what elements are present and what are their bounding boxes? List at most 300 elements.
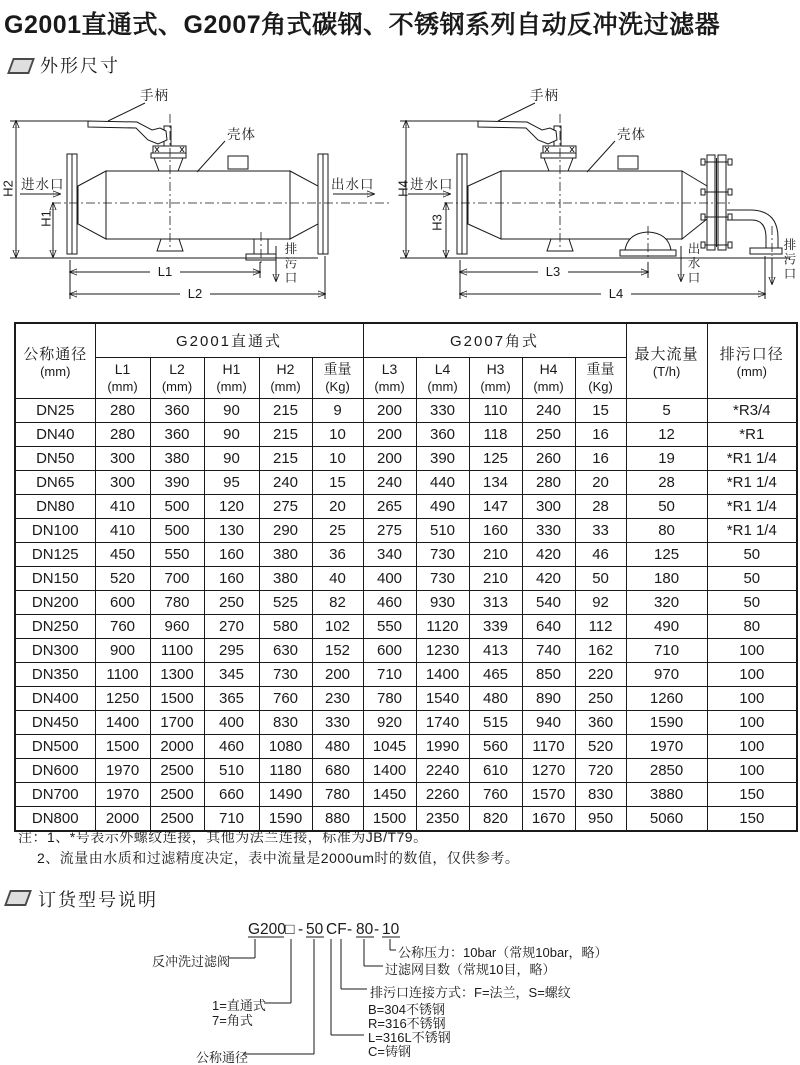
dim-column-header: L3 (mm) xyxy=(363,358,416,399)
model-label-type-straight: 1=直通式 xyxy=(212,998,266,1013)
value-cell: 1970 xyxy=(626,735,707,759)
value-cell: 152 xyxy=(312,639,363,663)
dn-column-header: 公称通径 (mm) xyxy=(15,323,95,399)
value-cell: 560 xyxy=(469,735,522,759)
value-cell: 1540 xyxy=(416,687,469,711)
value-cell: 1400 xyxy=(416,663,469,687)
value-cell: 215 xyxy=(259,423,312,447)
value-cell: 1570 xyxy=(522,783,575,807)
handle xyxy=(478,121,557,144)
code-series: G200 xyxy=(248,921,286,938)
value-cell: 890 xyxy=(522,687,575,711)
value-cell: 5 xyxy=(626,399,707,423)
value-cell: 100 xyxy=(707,663,797,687)
note-line-2: 2、流量由水质和过滤精度决定，表中流量是2000um时的数值，仅供参考。 xyxy=(37,850,520,866)
section-heading-ordering: 订货型号说明 xyxy=(38,890,158,910)
dn-cell: DN150 xyxy=(15,567,95,591)
dim-column-header: H2 (mm) xyxy=(259,358,312,399)
value-cell: 300 xyxy=(95,471,150,495)
value-cell: 28 xyxy=(575,495,626,519)
value-cell: 10 xyxy=(312,447,363,471)
code-dn: 50 xyxy=(306,921,324,938)
dn-cell: DN350 xyxy=(15,663,95,687)
value-cell: 300 xyxy=(522,495,575,519)
value-cell: 20 xyxy=(312,495,363,519)
value-cell: 1250 xyxy=(95,687,150,711)
value-cell: 46 xyxy=(575,543,626,567)
dn-cell: DN25 xyxy=(15,399,95,423)
value-cell: 250 xyxy=(575,687,626,711)
value-cell: 950 xyxy=(575,807,626,832)
shell-label: 壳体 xyxy=(617,127,646,142)
dn-cell: DN50 xyxy=(15,447,95,471)
value-cell: 1970 xyxy=(95,759,150,783)
value-cell: 640 xyxy=(522,615,575,639)
value-cell: 460 xyxy=(363,591,416,615)
value-cell: 160 xyxy=(204,543,259,567)
table-row xyxy=(15,447,797,471)
value-cell: 240 xyxy=(259,471,312,495)
value-cell: 330 xyxy=(416,399,469,423)
table-row xyxy=(15,567,797,591)
value-cell: 600 xyxy=(363,639,416,663)
left-drawing xyxy=(10,87,390,301)
value-cell: 610 xyxy=(469,759,522,783)
value-cell: *R1 1/4 xyxy=(707,519,797,543)
value-cell: 270 xyxy=(204,615,259,639)
value-cell: 50 xyxy=(575,567,626,591)
value-cell: 2000 xyxy=(150,735,204,759)
section-marker-icon xyxy=(4,890,32,906)
valve-actuator xyxy=(478,121,576,171)
table-row xyxy=(15,519,797,543)
value-cell: 710 xyxy=(363,663,416,687)
value-cell: 500 xyxy=(150,495,204,519)
value-cell: 210 xyxy=(469,543,522,567)
table-row xyxy=(15,423,797,447)
value-cell: 780 xyxy=(150,591,204,615)
value-cell: 16 xyxy=(575,447,626,471)
value-cell: 1700 xyxy=(150,711,204,735)
material-316: R=316不锈钢 xyxy=(368,1016,446,1031)
valve-actuator xyxy=(88,121,186,171)
table-row xyxy=(15,687,797,711)
value-cell: 33 xyxy=(575,519,626,543)
table-row xyxy=(15,399,797,423)
value-cell: 150 xyxy=(707,783,797,807)
section-marker-icon xyxy=(7,58,35,74)
value-cell: 250 xyxy=(522,423,575,447)
value-cell: 730 xyxy=(259,663,312,687)
value-cell: 2260 xyxy=(416,783,469,807)
dn-cell: DN125 xyxy=(15,543,95,567)
code-mesh: 80 xyxy=(356,921,374,938)
value-cell: 12 xyxy=(626,423,707,447)
value-cell: 2500 xyxy=(150,783,204,807)
table-row xyxy=(15,783,797,807)
value-cell: 25 xyxy=(312,519,363,543)
value-cell: 160 xyxy=(204,567,259,591)
value-cell: 730 xyxy=(416,543,469,567)
value-cell: 180 xyxy=(626,567,707,591)
value-cell: *R3/4 xyxy=(707,399,797,423)
value-cell: 465 xyxy=(469,663,522,687)
value-cell: 102 xyxy=(312,615,363,639)
value-cell: 410 xyxy=(95,519,150,543)
value-cell: 920 xyxy=(363,711,416,735)
value-cell: 250 xyxy=(204,591,259,615)
value-cell: 1270 xyxy=(522,759,575,783)
value-cell: 100 xyxy=(707,639,797,663)
value-cell: 240 xyxy=(363,471,416,495)
value-cell: 10 xyxy=(312,423,363,447)
table-row xyxy=(15,615,797,639)
value-cell: 700 xyxy=(150,567,204,591)
svg-text:-: - xyxy=(374,921,380,938)
svg-text:-: - xyxy=(298,921,304,938)
value-cell: 520 xyxy=(95,567,150,591)
value-cell: 940 xyxy=(522,711,575,735)
value-cell: 280 xyxy=(95,423,150,447)
value-cell: 1045 xyxy=(363,735,416,759)
drain-column-header: 排污口径 (mm) xyxy=(707,323,797,399)
value-cell: 360 xyxy=(575,711,626,735)
dn-cell: DN400 xyxy=(15,687,95,711)
dim-h1-label: H1 xyxy=(38,210,54,227)
value-cell: 215 xyxy=(259,447,312,471)
dn-cell: DN65 xyxy=(15,471,95,495)
value-cell: 2240 xyxy=(416,759,469,783)
value-cell: *R1 1/4 xyxy=(707,447,797,471)
value-cell: 15 xyxy=(312,471,363,495)
value-cell: 50 xyxy=(707,567,797,591)
table-row xyxy=(15,471,797,495)
value-cell: 19 xyxy=(626,447,707,471)
value-cell: 82 xyxy=(312,591,363,615)
value-cell: 360 xyxy=(416,423,469,447)
value-cell: 50 xyxy=(707,543,797,567)
dim-column-header: H3 (mm) xyxy=(469,358,522,399)
dn-cell: DN250 xyxy=(15,615,95,639)
drain-elbow xyxy=(727,210,782,254)
dn-cell: DN200 xyxy=(15,591,95,615)
table-row xyxy=(15,543,797,567)
table-row xyxy=(15,759,797,783)
value-cell: 420 xyxy=(522,567,575,591)
svg-text:-: - xyxy=(347,921,353,938)
value-cell: 1740 xyxy=(416,711,469,735)
value-cell: 280 xyxy=(522,471,575,495)
value-cell: 365 xyxy=(204,687,259,711)
table-row xyxy=(15,495,797,519)
value-cell: 50 xyxy=(626,495,707,519)
value-cell: 410 xyxy=(95,495,150,519)
dn-cell: DN700 xyxy=(15,783,95,807)
value-cell: 330 xyxy=(522,519,575,543)
value-cell: 880 xyxy=(312,807,363,832)
value-cell: 2500 xyxy=(150,807,204,832)
value-cell: 200 xyxy=(363,423,416,447)
value-cell: 720 xyxy=(575,759,626,783)
handle-label: 手柄 xyxy=(530,88,559,103)
value-cell: 92 xyxy=(575,591,626,615)
value-cell: 1100 xyxy=(150,639,204,663)
value-cell: 130 xyxy=(204,519,259,543)
value-cell: 1120 xyxy=(416,615,469,639)
value-cell: 380 xyxy=(259,543,312,567)
value-cell: 413 xyxy=(469,639,522,663)
value-cell: 112 xyxy=(575,615,626,639)
value-cell: 90 xyxy=(204,447,259,471)
value-cell: 295 xyxy=(204,639,259,663)
value-cell: 200 xyxy=(312,663,363,687)
material-304: B=304不锈钢 xyxy=(368,1002,445,1017)
value-cell: 930 xyxy=(416,591,469,615)
value-cell: 780 xyxy=(363,687,416,711)
value-cell: 1170 xyxy=(522,735,575,759)
value-cell: 100 xyxy=(707,735,797,759)
value-cell: 1590 xyxy=(259,807,312,832)
value-cell: 345 xyxy=(204,663,259,687)
value-cell: 1230 xyxy=(416,639,469,663)
value-cell: 150 xyxy=(707,807,797,832)
value-cell: 220 xyxy=(575,663,626,687)
value-cell: 1300 xyxy=(150,663,204,687)
value-cell: 1500 xyxy=(150,687,204,711)
code-pressure: 10 xyxy=(382,921,400,938)
model-label-dn: 公称通径 xyxy=(196,1050,249,1065)
value-cell: 1100 xyxy=(95,663,150,687)
value-cell: 100 xyxy=(707,759,797,783)
value-cell: 480 xyxy=(469,687,522,711)
right-drawing xyxy=(400,87,790,301)
value-cell: 90 xyxy=(204,423,259,447)
value-cell: 1970 xyxy=(95,783,150,807)
value-cell: 5060 xyxy=(626,807,707,832)
handle-label: 手柄 xyxy=(140,88,169,103)
value-cell: 710 xyxy=(626,639,707,663)
value-cell: 515 xyxy=(469,711,522,735)
table-row xyxy=(15,735,797,759)
value-cell: 1590 xyxy=(626,711,707,735)
value-cell: 1670 xyxy=(522,807,575,832)
value-cell: 400 xyxy=(204,711,259,735)
value-cell: 125 xyxy=(469,447,522,471)
flow-column-header: 最大流量 (T/h) xyxy=(626,323,707,399)
dim-h3-label: H3 xyxy=(429,214,445,231)
dim-column-header: L2 (mm) xyxy=(150,358,204,399)
value-cell: 125 xyxy=(626,543,707,567)
drain-label: 排污口 xyxy=(782,238,796,282)
dn-cell: DN300 xyxy=(15,639,95,663)
value-cell: 2500 xyxy=(150,759,204,783)
value-cell: 510 xyxy=(204,759,259,783)
value-cell: 460 xyxy=(204,735,259,759)
value-cell: 380 xyxy=(150,447,204,471)
value-cell: 760 xyxy=(259,687,312,711)
value-cell: 95 xyxy=(204,471,259,495)
vessel-body xyxy=(67,154,328,254)
value-cell: 210 xyxy=(469,567,522,591)
value-cell: 2350 xyxy=(416,807,469,832)
dim-column-header: 重量 (Kg) xyxy=(312,358,363,399)
value-cell: 450 xyxy=(95,543,150,567)
model-label-drain-connection: 排污口连接方式：F=法兰，S=螺纹 xyxy=(370,985,571,1000)
value-cell: 490 xyxy=(416,495,469,519)
value-cell: 339 xyxy=(469,615,522,639)
value-cell: 20 xyxy=(575,471,626,495)
value-cell: 660 xyxy=(204,783,259,807)
dn-cell: DN40 xyxy=(15,423,95,447)
dim-column-header: L4 (mm) xyxy=(416,358,469,399)
material-316l: L=316L不锈钢 xyxy=(368,1030,451,1045)
dim-h2-label: H2 xyxy=(0,180,16,197)
value-cell: 2000 xyxy=(95,807,150,832)
dim-h4-label: H4 xyxy=(395,180,411,197)
value-cell: 1990 xyxy=(416,735,469,759)
value-cell: 1260 xyxy=(626,687,707,711)
value-cell: 240 xyxy=(522,399,575,423)
shell-label: 壳体 xyxy=(227,127,256,142)
vessel-body xyxy=(457,154,707,254)
value-cell: 260 xyxy=(522,447,575,471)
value-cell: 600 xyxy=(95,591,150,615)
value-cell: 160 xyxy=(469,519,522,543)
page-title: G2001直通式、G2007角式碳钢、不锈钢系列自动反冲洗过滤器 xyxy=(4,11,721,39)
value-cell: 550 xyxy=(150,543,204,567)
value-cell: 360 xyxy=(150,399,204,423)
value-cell: 850 xyxy=(522,663,575,687)
code-material-conn: CF xyxy=(326,921,347,938)
value-cell: 1500 xyxy=(95,735,150,759)
value-cell: 490 xyxy=(626,615,707,639)
value-cell: 200 xyxy=(363,399,416,423)
value-cell: 162 xyxy=(575,639,626,663)
value-cell: 2850 xyxy=(626,759,707,783)
table-row xyxy=(15,591,797,615)
model-code xyxy=(248,921,400,938)
value-cell: 820 xyxy=(469,807,522,832)
value-cell: 1450 xyxy=(363,783,416,807)
nameplate xyxy=(228,156,248,169)
handle xyxy=(88,121,167,144)
value-cell: 80 xyxy=(626,519,707,543)
value-cell: 680 xyxy=(312,759,363,783)
value-cell: 580 xyxy=(259,615,312,639)
value-cell: 440 xyxy=(416,471,469,495)
model-label-materials xyxy=(368,1003,451,1059)
value-cell: 313 xyxy=(469,591,522,615)
dn-cell: DN80 xyxy=(15,495,95,519)
value-cell: 9 xyxy=(312,399,363,423)
inlet-label: 进水口 xyxy=(21,177,65,192)
value-cell: 525 xyxy=(259,591,312,615)
value-cell: 265 xyxy=(363,495,416,519)
material-cast-steel: C=铸钢 xyxy=(368,1044,411,1059)
value-cell: 1500 xyxy=(363,807,416,832)
value-cell: *R1 xyxy=(707,423,797,447)
dn-cell: DN100 xyxy=(15,519,95,543)
dim-l4-label: L4 xyxy=(608,286,624,301)
dn-cell: DN450 xyxy=(15,711,95,735)
value-cell: 120 xyxy=(204,495,259,519)
value-cell: 780 xyxy=(312,783,363,807)
table-row xyxy=(15,639,797,663)
value-cell: 300 xyxy=(95,447,150,471)
value-cell: 36 xyxy=(312,543,363,567)
value-cell: 970 xyxy=(626,663,707,687)
value-cell: 420 xyxy=(522,543,575,567)
dn-cell: DN800 xyxy=(15,807,95,832)
value-cell: 1400 xyxy=(95,711,150,735)
value-cell: 50 xyxy=(707,591,797,615)
dim-column-header: 重量 (Kg) xyxy=(575,358,626,399)
nameplate xyxy=(618,156,638,169)
value-cell: 390 xyxy=(150,471,204,495)
inlet-label: 进水口 xyxy=(410,177,454,192)
section-heading-dimensions: 外形尺寸 xyxy=(40,56,120,76)
value-cell: 340 xyxy=(363,543,416,567)
value-cell: *R1 1/4 xyxy=(707,471,797,495)
value-cell: 15 xyxy=(575,399,626,423)
value-cell: 147 xyxy=(469,495,522,519)
value-cell: 280 xyxy=(95,399,150,423)
value-cell: 100 xyxy=(707,687,797,711)
value-cell: 550 xyxy=(363,615,416,639)
code-type-box: □ xyxy=(285,921,295,938)
value-cell: 275 xyxy=(259,495,312,519)
dim-column-header: H1 (mm) xyxy=(204,358,259,399)
value-cell: 90 xyxy=(204,399,259,423)
value-cell: 290 xyxy=(259,519,312,543)
group1-header: G2001直通式 xyxy=(95,323,363,358)
drain-label: 排污口 xyxy=(283,242,297,286)
value-cell: 1180 xyxy=(259,759,312,783)
dimensions-table xyxy=(14,322,798,832)
value-cell: 1490 xyxy=(259,783,312,807)
value-cell: 900 xyxy=(95,639,150,663)
value-cell: 110 xyxy=(469,399,522,423)
value-cell: 16 xyxy=(575,423,626,447)
value-cell: 400 xyxy=(363,567,416,591)
value-cell: 480 xyxy=(312,735,363,759)
value-cell: 3880 xyxy=(626,783,707,807)
value-cell: 760 xyxy=(469,783,522,807)
value-cell: 320 xyxy=(626,591,707,615)
table-row xyxy=(15,663,797,687)
value-cell: 230 xyxy=(312,687,363,711)
outlet-label: 出水口 xyxy=(331,177,375,192)
dn-cell: DN500 xyxy=(15,735,95,759)
value-cell: 390 xyxy=(416,447,469,471)
value-cell: 360 xyxy=(150,423,204,447)
value-cell: 960 xyxy=(150,615,204,639)
value-cell: 215 xyxy=(259,399,312,423)
dim-l3-label: L3 xyxy=(545,264,561,279)
value-cell: 730 xyxy=(416,567,469,591)
value-cell: 380 xyxy=(259,567,312,591)
value-cell: 1080 xyxy=(259,735,312,759)
value-cell: 710 xyxy=(204,807,259,832)
value-cell: 540 xyxy=(522,591,575,615)
value-cell: 630 xyxy=(259,639,312,663)
value-cell: 740 xyxy=(522,639,575,663)
value-cell: 830 xyxy=(575,783,626,807)
model-label-type-angle: 7=角式 xyxy=(212,1013,253,1028)
value-cell: *R1 1/4 xyxy=(707,495,797,519)
model-label-product: 反冲洗过滤阀 xyxy=(152,954,231,969)
value-cell: 40 xyxy=(312,567,363,591)
